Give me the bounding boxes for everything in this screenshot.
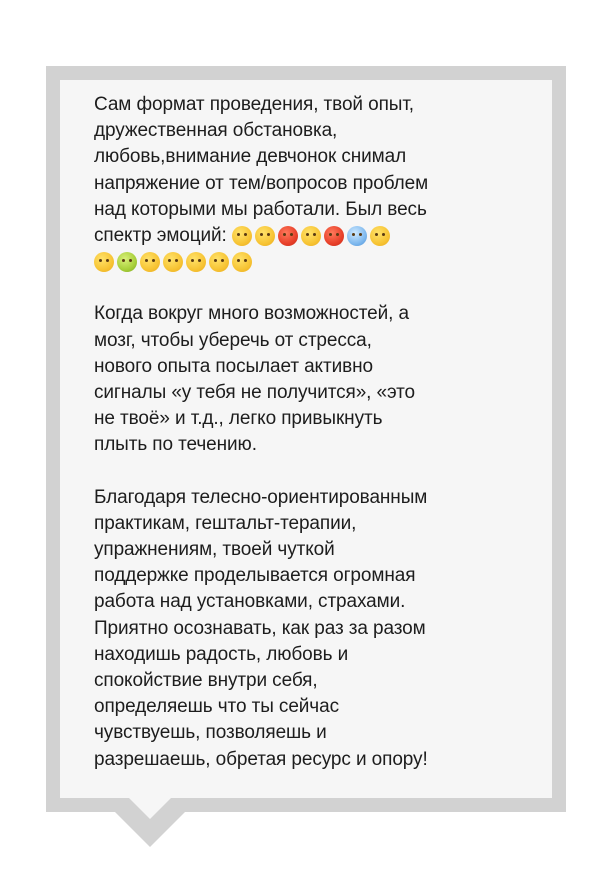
message-line: Приятно осознавать, как раз за разом <box>94 617 426 639</box>
message-line: упражнениям, твоей чуткой <box>94 539 335 561</box>
emoji-row-1 <box>232 226 390 246</box>
steam-face-icon <box>255 226 275 246</box>
nauseated-face-icon <box>117 252 137 272</box>
sad-face-icon <box>94 252 114 272</box>
message-line: практикам, гештальт-терапии, <box>94 512 357 534</box>
message-line: спокойствие внутри себя, <box>94 670 318 692</box>
message-line: определяешь что ты сейчас <box>94 696 339 718</box>
message-text <box>94 92 514 773</box>
emoji-line <box>94 249 514 275</box>
hugging-face-icon <box>163 252 183 272</box>
message-line: Сам формат проведения, твой опыт, <box>94 94 414 115</box>
message-line-with-emojis <box>94 223 514 249</box>
message-line: находишь радость, любовь и <box>94 643 349 665</box>
message-line: нового опыта посылает активно <box>94 355 373 377</box>
message-line: плыть по течению. <box>94 434 257 456</box>
message-line: работа над установками, страхами. <box>94 591 406 613</box>
message-line: над которыми мы работали. Был весь <box>94 198 427 220</box>
grimace-face-icon <box>324 226 344 246</box>
pensive-face-icon <box>232 226 252 246</box>
angry-face-icon <box>278 226 298 246</box>
paragraph-gap <box>94 275 514 301</box>
message-line: спектр эмоций: <box>94 225 227 247</box>
message-line: поддержке проделывается огромная <box>94 565 416 587</box>
message-line: чувствуешь, позволяешь и <box>94 722 327 744</box>
message-line: разрешаешь, обретая ресурс и опору! <box>94 748 428 770</box>
message-line: Когда вокруг много возможностей, а <box>94 303 409 325</box>
message-line: сигналы «у тебя не получится», «это <box>94 382 416 404</box>
message-line: не твоё» и т.д., легко привыкнуть <box>94 408 383 430</box>
joy-face-icon <box>186 252 206 272</box>
star-struck-face-icon <box>209 252 229 272</box>
cold-face-icon <box>347 226 367 246</box>
message-line: любовь,внимание девчонок снимал <box>94 146 407 168</box>
message-line: мозг, чтобы уберечь от стресса, <box>94 329 372 351</box>
bubble-tail-inner <box>128 797 172 819</box>
heart-eyes-face-icon <box>232 252 252 272</box>
exploding-head-icon <box>301 226 321 246</box>
message-line: дружественная обстановка, <box>94 120 338 142</box>
emoji-row-2 <box>94 252 252 272</box>
message-line: Благодаря телесно-ориентированным <box>94 486 428 508</box>
scream-face-icon <box>370 226 390 246</box>
message-line: напряжение от тем/вопросов проблем <box>94 172 429 194</box>
paragraph-gap <box>94 459 514 485</box>
sneezing-face-icon <box>140 252 160 272</box>
